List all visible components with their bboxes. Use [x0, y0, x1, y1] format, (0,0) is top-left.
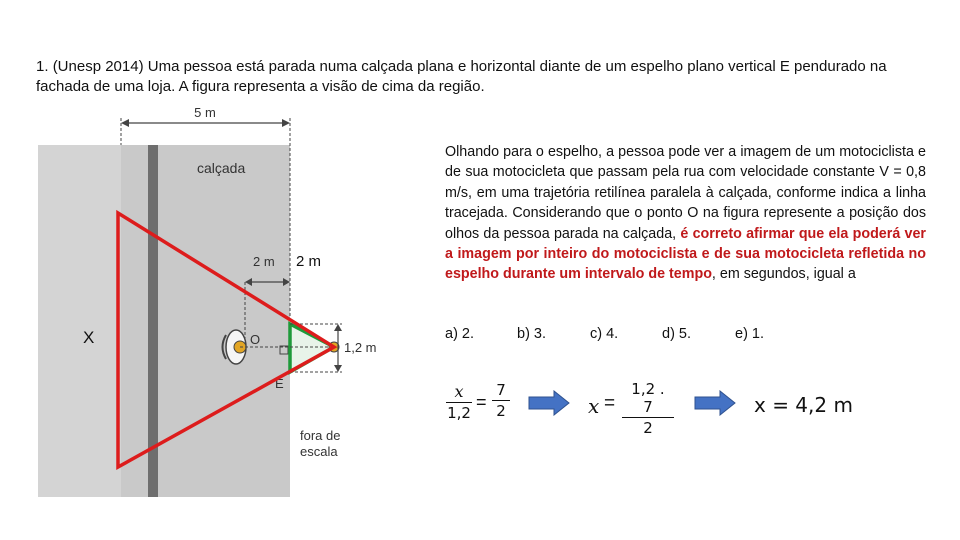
fraction-x-over-1-2: $\frac{x}{1,2}$ [447, 382, 471, 422]
option-e[interactable]: e) 1. [735, 326, 765, 342]
question-number: 1. [36, 58, 49, 75]
equals-sign-2: = [604, 393, 616, 414]
equals-sign-1: = [476, 392, 487, 412]
arrow-right-icon [694, 390, 736, 416]
option-d[interactable]: d) 5. [662, 326, 692, 342]
small-triangle [290, 324, 334, 372]
point-o-label: O [250, 332, 261, 347]
arrow-down-icon [334, 365, 342, 372]
outside-label-line2: escala [300, 444, 338, 459]
arrow-up-icon [334, 324, 342, 331]
option-a[interactable]: a) 2. [445, 326, 475, 342]
mirror-width-label: 1,2 m [344, 340, 377, 355]
arrow-left-icon [121, 119, 129, 127]
figure-diagram [0, 0, 445, 540]
outside-label-line1: fora de [300, 428, 341, 443]
distance-label-red: 2 m [296, 253, 322, 270]
option-c[interactable]: c) 4. [590, 326, 619, 342]
description-part2: , em segundos, igual a [711, 266, 856, 283]
question-source: (Unesp 2014) [52, 58, 144, 75]
description-highlight: é correto afirmar que ela poderá ver a imagem por inteiro do motociclista e de sua motocicleta refletida no espelho durante um intervalo de tempo [445, 225, 926, 283]
top-dimension-label: 5 m [194, 105, 216, 120]
distance-label: 2 m [253, 254, 275, 269]
fraction-7-over-2: $\frac{7}{2}$ [492, 381, 510, 420]
fraction-step2: $\frac{1,2 . 7}{2}$ [622, 380, 674, 437]
option-b[interactable]: b) 3. [517, 326, 547, 342]
result: x = 4,2 m [754, 393, 853, 417]
x-label: X [83, 328, 95, 347]
question-line2: fachada de uma loja. A figura representa a visão de cima da região. [36, 78, 485, 95]
step2-variable: x [588, 394, 600, 418]
description-part1: Olhando para o espelho, a pessoa pode ver a imagem de um motociclista e de sua motocicleta que passam pela rua com velocidade constante V = 0,8 m/s, em uma trajetória retilínea paralela à calçada, conforme indica a linha tracejada. Considerando que o ponto O na figura represente a posição dos olhos da pessoa parada na calçada, [445, 144, 926, 242]
problem-description [445, 142, 926, 285]
question-line1: Uma pessoa está parada numa calçada plana e horizontal diante de um espelho plano vertical E pendurado na [147, 58, 887, 75]
arrow-right-icon [528, 390, 570, 416]
sidewalk-label: calçada [197, 160, 246, 176]
sidewalk-inner [121, 145, 290, 497]
arrow-right-icon [282, 119, 290, 127]
mirror-label: E [275, 376, 284, 391]
